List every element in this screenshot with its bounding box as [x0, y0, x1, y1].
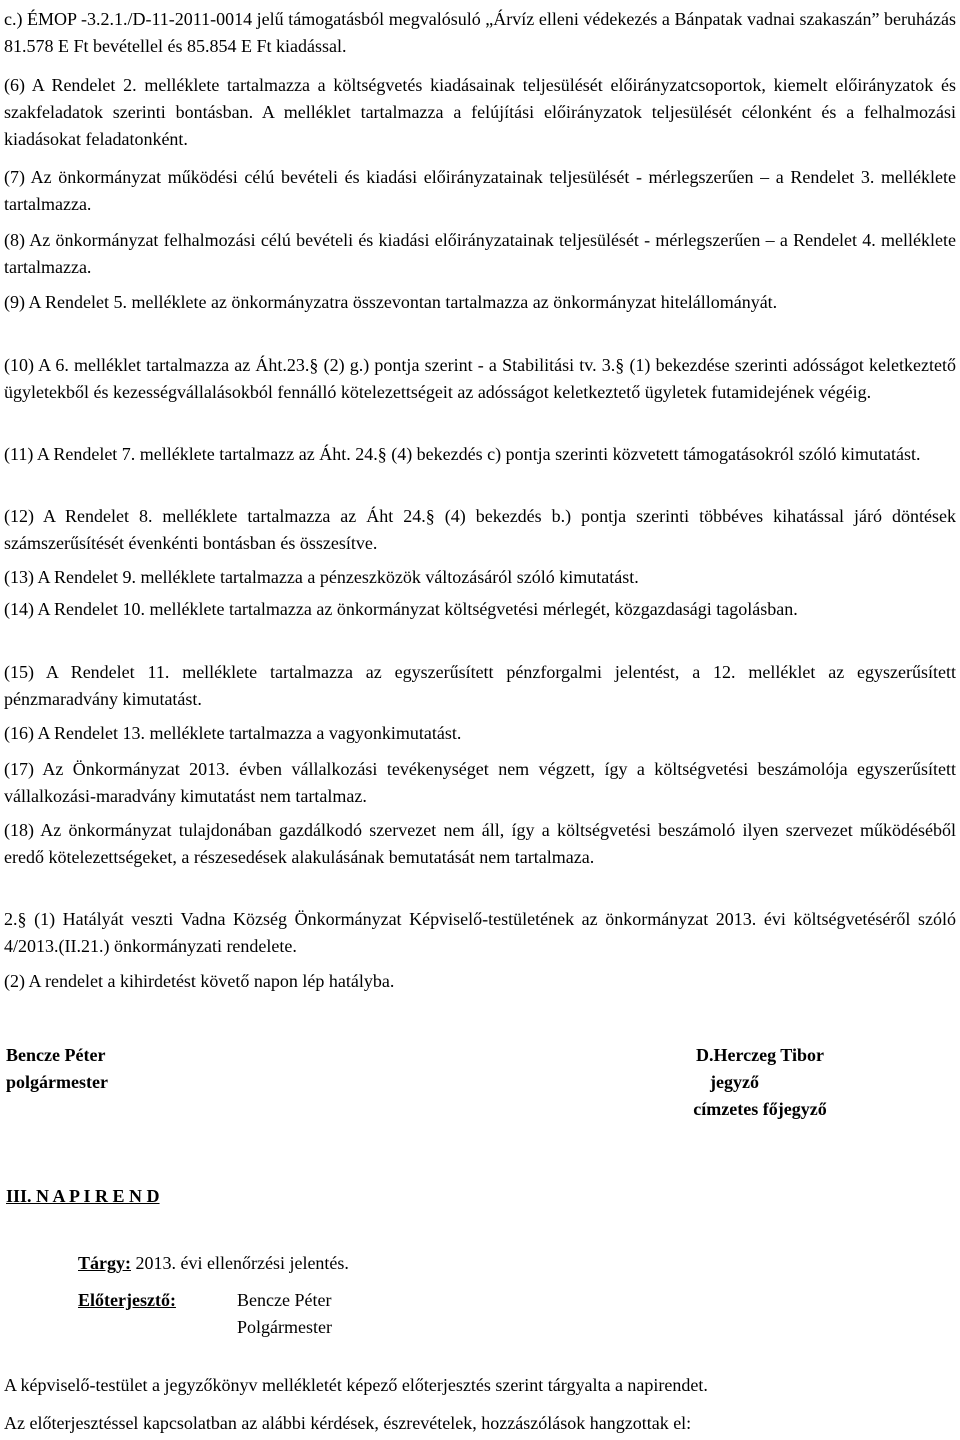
signature-right-name: D.Herczeg Tibor — [696, 1045, 824, 1065]
presenter-title: Polgármester — [237, 1317, 332, 1337]
paragraph-10: (10) A 6. melléklet tartalmazza az Áht.23.§ (2) g.) pontja szerint - a Stabilitási tv. 3.§ (1) bekezdése szerinti adósságot keletkeztető ügyletekből és kezességvállalásokból fennálló kötelezettségeit az adósságot keletkeztető ügyletek futamidejének végéig. — [4, 355, 956, 402]
signature-left-name: Bencze Péter — [6, 1045, 106, 1065]
paragraph-7: (7) Az önkormányzat működési célú bevételi és kiadási előirányzatainak teljesülését - mérlegszerűen – a Rendelet 3. melléklete tartalmazza. — [4, 167, 956, 214]
presenter-label: Előterjesztő: — [78, 1290, 176, 1310]
signature-left — [6, 1042, 108, 1096]
paragraph-15: (15) A Rendelet 11. melléklete tartalmazza az egyszerűsített pénzforgalmi jelentést, a 12. melléklet az egyszerűsített pénzmaradvány kimutatást. — [4, 662, 956, 709]
agenda-subject — [78, 1250, 349, 1277]
paragraph-9: (9) A Rendelet 5. melléklete az önkormányzatra összevontan tartalmazza az önkormányzat hitelállományát. — [4, 292, 778, 312]
signature-right — [660, 1042, 860, 1123]
signature-right-title: jegyző — [710, 1072, 759, 1092]
paragraph-12: (12) A Rendelet 8. melléklete tartalmazza az Áht 24.§ (4) bekezdés b.) pontja szerinti többéves kihatással járó döntések számszerűsítését évenkénti bontásban és összesítve. — [4, 506, 956, 553]
paragraph-c: c.) ÉMOP -3.2.1./D-11-2011-0014 jelű támogatásból megvalósuló „Árvíz elleni védekezés a Bánpatak vadnai szakaszán” beruházás 81.578 E Ft bevétellel és 85.854 E Ft kiadással. — [4, 9, 956, 56]
agenda-presenter-label — [78, 1287, 176, 1314]
presenter-name: Bencze Péter — [237, 1290, 332, 1310]
paragraph-14: (14) A Rendelet 10. melléklete tartalmazza az önkormányzat költségvetési mérlegét, közgazdasági tagolásban. — [4, 599, 798, 619]
closing-line-2: Az előterjesztéssel kapcsolatban az alábbi kérdések, észrevételek, hozzászólások hangzottak el: — [4, 1413, 692, 1433]
paragraph-13: (13) A Rendelet 9. melléklete tartalmazza a pénzeszközök változásáról szóló kimutatást. — [4, 567, 639, 587]
paragraph-8: (8) Az önkormányzat felhalmozási célú bevételi és kiadási előirányzatainak teljesülését - mérlegszerűen – a Rendelet 4. melléklete tartalmazza. — [4, 230, 956, 277]
signature-right-subtitle: címzetes főjegyző — [693, 1099, 827, 1119]
signature-left-title: polgármester — [6, 1072, 108, 1092]
paragraph-2-1: 2.§ (1) Hatályát veszti Vadna Község Önkormányzat Képviselő-testületének az önkormányzat 2013. évi költségvetéséről szóló 4/2013.(II.21.) önkormányzati rendelete. — [4, 909, 956, 956]
closing-line-1: A képviselő-testület a jegyzőkönyv mellékletét képező előterjesztés szerint tárgyalta a napirendet. — [4, 1375, 708, 1395]
paragraph-11: (11) A Rendelet 7. melléklete tartalmazz az Áht. 24.§ (4) bekezdés c) pontja szerinti közvetett támogatásokról szóló kimutatást. — [4, 444, 921, 464]
paragraph-16: (16) A Rendelet 13. melléklete tartalmazza a vagyonkimutatást. — [4, 723, 462, 743]
section-heading: III. N A P I R E N D — [6, 1186, 160, 1206]
subject-value: 2013. évi ellenőrzési jelentés. — [131, 1253, 349, 1273]
paragraph-18: (18) Az önkormányzat tulajdonában gazdálkodó szervezet nem áll, így a költségvetési beszámoló ilyen szervezet működéséből eredő kötelezettségeket, a részesedések alakulásának bemutatását nem tartalmaza. — [4, 820, 956, 867]
paragraph-6: (6) A Rendelet 2. melléklete tartalmazza a költségvetés kiadásainak teljesülését előirányzatcsoportok, kiemelt előirányzatok és szakfeladatok szerinti bontásban. A melléklet tartalmazza a felújítási előirányzatok teljesülését célonként és a felhalmozási kiadásokat feladatonként. — [4, 75, 956, 149]
paragraph-2-2: (2) A rendelet a kihirdetést követő napon lép hatályba. — [4, 971, 395, 991]
paragraph-17: (17) Az Önkormányzat 2013. évben vállalkozási tevékenységet nem végzett, így a költségvetési beszámolója egyszerűsített vállalkozási-maradvány kimutatást nem tartalmaz. — [4, 759, 956, 806]
subject-label: Tárgy: — [78, 1253, 131, 1273]
